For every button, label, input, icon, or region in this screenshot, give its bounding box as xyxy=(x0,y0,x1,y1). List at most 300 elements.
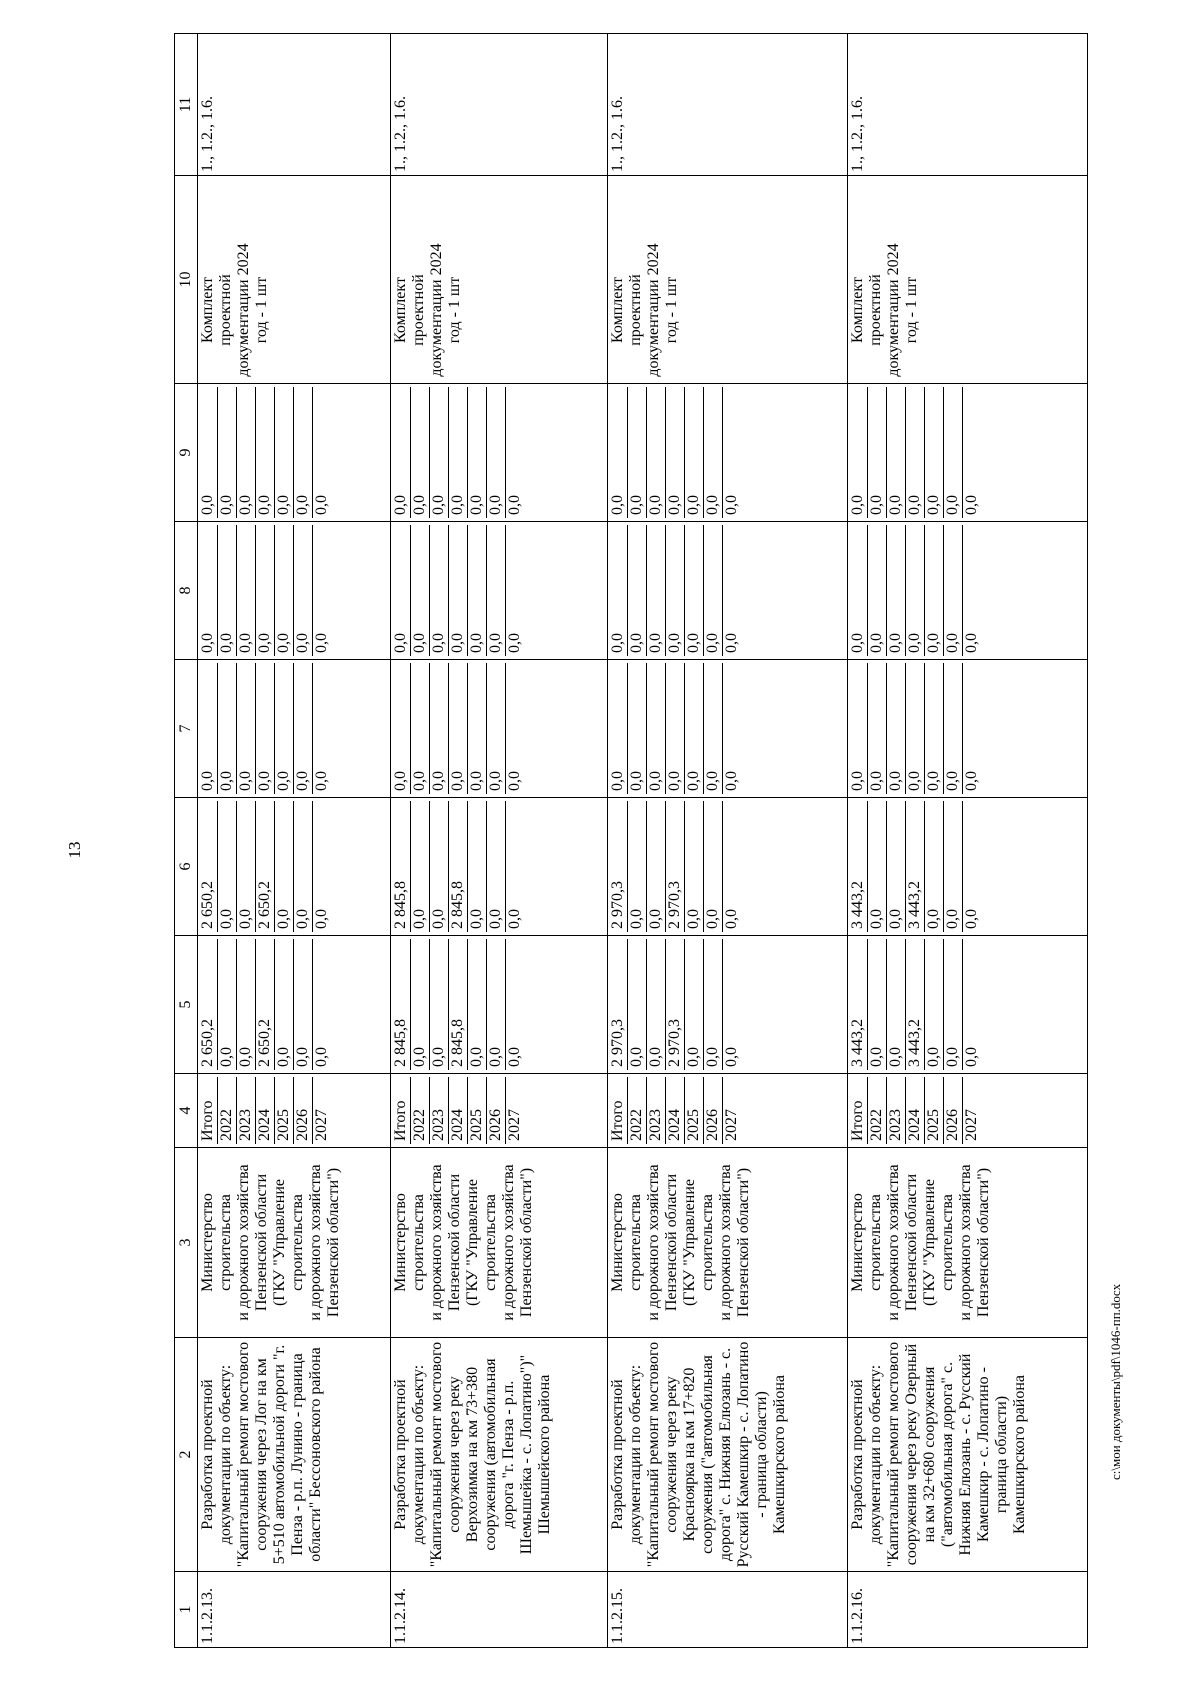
funding-col8-cell xyxy=(847,522,1087,660)
sub-row xyxy=(627,663,646,794)
funding-value: 0,0 xyxy=(627,663,646,794)
sub-row xyxy=(867,939,886,1070)
executor-line: Пензенской области xyxy=(902,1173,920,1312)
year-value: 2022 xyxy=(627,1077,646,1144)
sub-row xyxy=(256,801,275,932)
header-cell: 3 xyxy=(175,1148,198,1338)
sub-row xyxy=(665,525,684,656)
funding-value: 0,0 xyxy=(429,525,448,656)
funding-value: 3 443,2 xyxy=(905,801,924,932)
funding-col5-cell xyxy=(607,936,847,1074)
sub-row xyxy=(237,1077,256,1144)
executor xyxy=(847,1148,1087,1338)
sub-row xyxy=(218,663,237,794)
year-value: 2027 xyxy=(505,1109,523,1141)
expected-result xyxy=(607,176,847,384)
funding-value: 0,0 xyxy=(627,387,646,518)
funding-col9-cell xyxy=(390,384,607,522)
sub-row xyxy=(962,663,981,794)
sub-row xyxy=(924,801,943,932)
col8-subtable xyxy=(849,525,981,656)
funding-value: 0,0 xyxy=(410,939,429,1070)
executor-line: и дорожного хозяйства xyxy=(644,1164,662,1321)
sub-row xyxy=(849,663,868,794)
sub-row xyxy=(646,525,665,656)
executor xyxy=(607,1148,847,1338)
activity-name: Разработка проектной документации по объекту: "Капитальный ремонт мостового сооружения через реку Верхозимка на км 73+380 сооружения (автомобильная дорога "г. Пенза - р.п. Шемышейка - с. Лопатино")" Шемышейского района xyxy=(390,1338,607,1572)
funding-value: 0,0 xyxy=(448,387,467,518)
rotated-table-container xyxy=(174,34,1088,1648)
years-cell xyxy=(390,1074,607,1148)
funding-value: 0,0 xyxy=(429,939,448,1070)
sub-row xyxy=(448,387,467,518)
funding-value: 0,0 xyxy=(924,525,943,656)
sub-row xyxy=(392,387,411,518)
sub-row xyxy=(448,663,467,794)
funding-value: 0,0 xyxy=(218,801,237,932)
sub-row xyxy=(646,663,665,794)
funding-value: 0,0 xyxy=(886,387,905,518)
expected-result-text: Комплект проектной документации 2024 год - 1 шт xyxy=(608,243,680,377)
funding-value: 0,0 xyxy=(886,801,905,932)
sub-row xyxy=(505,939,524,1070)
funding-value: 0,0 xyxy=(313,1047,330,1067)
sub-row xyxy=(505,801,524,932)
sub-row xyxy=(867,387,886,518)
executor-line: (ГКУ "Управление xyxy=(920,1178,938,1307)
funding-value: 0,0 xyxy=(294,663,313,794)
funding-value: 2 970,3 xyxy=(665,801,684,932)
expected-result xyxy=(847,176,1087,384)
sub-row xyxy=(429,1077,448,1144)
sub-row xyxy=(467,801,486,932)
page-number: 13 xyxy=(65,841,84,859)
funding-value: 0,0 xyxy=(199,663,218,794)
year-value: 2026 xyxy=(703,1077,722,1144)
funding-value: 0,0 xyxy=(429,801,448,932)
sub-row xyxy=(505,1077,524,1144)
funding-value: 0,0 xyxy=(256,525,275,656)
sub-row xyxy=(943,801,962,932)
funding-col7-cell xyxy=(847,660,1087,798)
sub-row xyxy=(486,663,505,794)
sub-row xyxy=(218,1077,237,1144)
sub-row xyxy=(467,939,486,1070)
funding-value: 0,0 xyxy=(886,525,905,656)
funding-value: 0,0 xyxy=(646,939,665,1070)
activity-number: 1.1.2.14. xyxy=(390,1572,607,1648)
executor-line: строительства xyxy=(698,1194,716,1291)
year-value: 2023 xyxy=(237,1077,256,1144)
sub-row xyxy=(505,387,524,518)
executor-line: (ГКУ "Управление xyxy=(463,1178,481,1307)
sub-row xyxy=(886,939,905,1070)
sub-row xyxy=(886,801,905,932)
col9-subtable xyxy=(199,387,331,518)
executor-line: строительства xyxy=(938,1194,956,1291)
funding-value: 0,0 xyxy=(275,939,294,1070)
activity-name: Разработка проектной документации по объекту: "Капитальный ремонт мостового сооружения через реку Красноярка на км 17+820 сооружения ("автомобильная дорога" с. Нижняя Елюзань - с. Русский Камешкир - с. Лопатино - граница области) Камешкирского района xyxy=(607,1338,847,1572)
sub-row xyxy=(627,525,646,656)
funding-value: 0,0 xyxy=(665,663,684,794)
funding-value: 0,0 xyxy=(467,387,486,518)
funding-value: 0,0 xyxy=(486,525,505,656)
sub-row xyxy=(924,939,943,1070)
funding-value: 0,0 xyxy=(275,663,294,794)
sub-row xyxy=(665,663,684,794)
year-value: Итого xyxy=(849,1077,868,1144)
activity-name: Разработка проектной документации по объекту: "Капитальный ремонт мостового сооружения через реку Озерный на км 32+680 сооружения ("автомобильная дорога" с. Нижняя Елюзань - с. Русский Камешкир - с. Лопатино - граница области) Камешкирского района xyxy=(847,1338,1087,1572)
sub-row xyxy=(943,387,962,518)
funding-value: 0,0 xyxy=(313,909,330,929)
sub-row xyxy=(313,663,332,794)
sub-row xyxy=(256,387,275,518)
executor-line: Пензенской области") xyxy=(734,1167,752,1318)
funding-value: 0,0 xyxy=(237,663,256,794)
funding-value: 0,0 xyxy=(313,633,330,653)
sub-row xyxy=(448,939,467,1070)
col6-subtable xyxy=(849,801,981,932)
sub-row xyxy=(722,939,741,1070)
funding-value: 0,0 xyxy=(505,909,523,929)
sub-row xyxy=(392,801,411,932)
col8-subtable xyxy=(199,525,331,656)
funding-value: 0,0 xyxy=(429,387,448,518)
funding-value: 0,0 xyxy=(275,387,294,518)
header-cell: 10 xyxy=(175,176,198,384)
sub-row xyxy=(218,939,237,1070)
col6-subtable xyxy=(392,801,524,932)
sub-row xyxy=(924,387,943,518)
funding-value: 0,0 xyxy=(943,939,962,1070)
sub-row xyxy=(722,387,741,518)
sub-row xyxy=(627,387,646,518)
header-cell: 8 xyxy=(175,522,198,660)
col6-subtable xyxy=(609,801,741,932)
years-cell xyxy=(847,1074,1087,1148)
sub-row xyxy=(665,801,684,932)
executor xyxy=(198,1148,391,1338)
year-value: 2022 xyxy=(867,1077,886,1144)
funding-value: 0,0 xyxy=(665,525,684,656)
funding-col6-cell xyxy=(847,798,1087,936)
funding-value: 0,0 xyxy=(429,663,448,794)
funding-value: 0,0 xyxy=(609,663,628,794)
funding-value: 0,0 xyxy=(448,663,467,794)
year-value: Итого xyxy=(199,1077,218,1144)
col7-subtable xyxy=(199,663,331,794)
year-value: 2026 xyxy=(294,1077,313,1144)
sub-row xyxy=(943,525,962,656)
sub-row xyxy=(294,525,313,656)
sub-row xyxy=(467,1077,486,1144)
funding-value: 0,0 xyxy=(684,801,703,932)
activity-name: Разработка проектной документации по объекту: "Капитальный ремонт мостового сооружения через Лог на км 5+510 автомобильной дороги "г. Пенза - р.п. Лунино - граница области" Бессоновского района xyxy=(198,1338,391,1572)
funding-value: 0,0 xyxy=(646,525,665,656)
funding-col7-cell xyxy=(390,660,607,798)
executor xyxy=(390,1148,607,1338)
funding-value: 0,0 xyxy=(722,1047,740,1067)
col7-subtable xyxy=(849,663,981,794)
sub-row xyxy=(962,939,981,1070)
col7-subtable xyxy=(392,663,524,794)
funding-value: 2 650,2 xyxy=(256,939,275,1070)
sub-row xyxy=(609,387,628,518)
funding-col8-cell xyxy=(198,522,391,660)
sub-row xyxy=(924,525,943,656)
year-value: 2026 xyxy=(486,1077,505,1144)
funding-value: 2 970,3 xyxy=(609,801,628,932)
sub-row xyxy=(275,801,294,932)
funding-value: 0,0 xyxy=(467,939,486,1070)
funding-value: 0,0 xyxy=(905,663,924,794)
funding-value: 0,0 xyxy=(410,525,429,656)
sub-row xyxy=(275,525,294,656)
funding-value: 2 845,8 xyxy=(392,801,411,932)
sub-row xyxy=(962,387,981,518)
sub-row xyxy=(886,525,905,656)
sub-row xyxy=(237,387,256,518)
funding-value: 0,0 xyxy=(275,525,294,656)
sub-row xyxy=(867,1077,886,1144)
funding-value: 0,0 xyxy=(849,525,868,656)
sub-row xyxy=(646,1077,665,1144)
expected-result xyxy=(390,176,607,384)
executor-line: строительства xyxy=(289,1194,306,1291)
funding-col6-cell xyxy=(390,798,607,936)
sub-row xyxy=(486,939,505,1070)
sub-row xyxy=(849,939,868,1070)
sub-row xyxy=(943,663,962,794)
year-value: 2023 xyxy=(646,1077,665,1144)
sub-row xyxy=(275,939,294,1070)
funding-value: 0,0 xyxy=(237,387,256,518)
sub-row xyxy=(218,801,237,932)
expected-result xyxy=(198,176,391,384)
year-value: 2024 xyxy=(448,1077,467,1144)
sub-row xyxy=(275,1077,294,1144)
executor-line: и дорожного хозяйства xyxy=(956,1164,974,1321)
sub-row xyxy=(448,801,467,932)
sub-row xyxy=(410,663,429,794)
sub-row xyxy=(218,525,237,656)
funding-value: 2 845,8 xyxy=(448,801,467,932)
funding-value: 0,0 xyxy=(849,387,868,518)
executor-line: (ГКУ "Управление xyxy=(271,1178,288,1307)
sub-row xyxy=(392,1077,411,1144)
funding-value: 0,0 xyxy=(943,525,962,656)
sub-row xyxy=(467,387,486,518)
table-row xyxy=(198,34,391,1648)
funding-value: 0,0 xyxy=(646,801,665,932)
header-cell: 5 xyxy=(175,936,198,1074)
funding-col5-cell xyxy=(198,936,391,1074)
sub-row xyxy=(505,663,524,794)
header-cell: 6 xyxy=(175,798,198,936)
funding-value: 2 650,2 xyxy=(199,801,218,932)
sub-row xyxy=(486,525,505,656)
funding-value: 0,0 xyxy=(609,525,628,656)
expected-result-text: Комплект проектной документации 2024 год - 1 шт xyxy=(391,243,463,377)
funding-value: 0,0 xyxy=(886,663,905,794)
funding-value: 0,0 xyxy=(703,387,722,518)
funding-value: 0,0 xyxy=(237,939,256,1070)
sub-row xyxy=(429,387,448,518)
funding-value: 0,0 xyxy=(294,939,313,1070)
sub-row xyxy=(199,801,218,932)
year-value: 2027 xyxy=(313,1109,330,1141)
indicator-links: 1., 1.2., 1.6. xyxy=(390,34,607,176)
sub-row xyxy=(294,1077,313,1144)
funding-value: 0,0 xyxy=(294,525,313,656)
sub-row xyxy=(256,525,275,656)
funding-col6-cell xyxy=(198,798,391,936)
funding-value: 0,0 xyxy=(665,387,684,518)
funding-col7-cell xyxy=(198,660,391,798)
sub-row xyxy=(867,801,886,932)
executor-line: и дорожного хозяйства xyxy=(307,1164,324,1321)
sub-row xyxy=(627,1077,646,1144)
funding-value: 0,0 xyxy=(867,387,886,518)
funding-value: 0,0 xyxy=(646,663,665,794)
sub-row xyxy=(609,939,628,1070)
header-cell: 9 xyxy=(175,384,198,522)
sub-row xyxy=(722,663,741,794)
sub-row xyxy=(849,801,868,932)
sub-row xyxy=(410,801,429,932)
funding-value: 0,0 xyxy=(237,801,256,932)
funding-value: 0,0 xyxy=(218,525,237,656)
funding-value: 0,0 xyxy=(627,939,646,1070)
year-value: 2022 xyxy=(410,1077,429,1144)
sub-row xyxy=(703,663,722,794)
sub-row xyxy=(486,801,505,932)
col5-subtable xyxy=(849,939,981,1070)
sub-row xyxy=(294,387,313,518)
col9-subtable xyxy=(392,387,524,518)
funding-value: 0,0 xyxy=(646,387,665,518)
col9-subtable xyxy=(849,387,981,518)
funding-value: 0,0 xyxy=(448,525,467,656)
col5-subtable xyxy=(392,939,524,1070)
year-value: 2024 xyxy=(665,1077,684,1144)
header-cell: 2 xyxy=(175,1338,198,1572)
executor-line: Пензенской области xyxy=(445,1173,463,1312)
year-value: Итого xyxy=(392,1077,411,1144)
indicator-links: 1., 1.2., 1.6. xyxy=(198,34,391,176)
funding-value: 0,0 xyxy=(867,939,886,1070)
executor-line: (ГКУ "Управление xyxy=(680,1178,698,1307)
sub-row xyxy=(849,525,868,656)
sub-row xyxy=(275,387,294,518)
funding-value: 0,0 xyxy=(943,663,962,794)
sub-row xyxy=(467,525,486,656)
funding-value: 0,0 xyxy=(962,633,980,653)
sub-row xyxy=(313,387,332,518)
executor-line: и дорожного хозяйства xyxy=(499,1164,517,1321)
sub-row xyxy=(684,525,703,656)
funding-value: 0,0 xyxy=(924,801,943,932)
years-subtable xyxy=(609,1077,741,1144)
sub-row xyxy=(429,525,448,656)
sub-row xyxy=(609,663,628,794)
funding-value: 0,0 xyxy=(199,387,218,518)
sub-row xyxy=(410,1077,429,1144)
sub-row xyxy=(237,525,256,656)
sub-row xyxy=(722,801,741,932)
funding-value: 0,0 xyxy=(943,387,962,518)
funding-value: 0,0 xyxy=(924,939,943,1070)
sub-row xyxy=(962,801,981,932)
executor-line: Министерство xyxy=(848,1193,866,1292)
funding-value: 0,0 xyxy=(905,387,924,518)
funding-value: 0,0 xyxy=(313,771,330,791)
funding-col7-cell xyxy=(607,660,847,798)
funding-value: 0,0 xyxy=(275,801,294,932)
funding-value: 0,0 xyxy=(627,801,646,932)
col8-subtable xyxy=(609,525,741,656)
sub-row xyxy=(646,801,665,932)
sub-row xyxy=(392,663,411,794)
funding-value: 0,0 xyxy=(703,525,722,656)
sub-row xyxy=(448,1077,467,1144)
funding-value: 0,0 xyxy=(313,495,330,515)
year-value: Итого xyxy=(609,1077,628,1144)
funding-value: 0,0 xyxy=(722,633,740,653)
funding-value: 0,0 xyxy=(486,387,505,518)
sub-row xyxy=(199,525,218,656)
sub-row xyxy=(943,939,962,1070)
year-value: 2024 xyxy=(256,1077,275,1144)
funding-value: 2 970,3 xyxy=(665,939,684,1070)
activity-number: 1.1.2.13. xyxy=(198,1572,391,1648)
sub-row xyxy=(237,663,256,794)
executor-line: Пензенской области") xyxy=(325,1167,342,1318)
funding-value: 0,0 xyxy=(392,387,411,518)
funding-value: 0,0 xyxy=(294,801,313,932)
sub-row xyxy=(486,1077,505,1144)
program-activities-table xyxy=(174,33,1088,1648)
funding-value: 3 443,2 xyxy=(849,939,868,1070)
sub-row xyxy=(609,801,628,932)
years-subtable xyxy=(392,1077,524,1144)
funding-value: 0,0 xyxy=(962,771,980,791)
funding-value: 0,0 xyxy=(943,801,962,932)
year-value: 2026 xyxy=(943,1077,962,1144)
sub-row xyxy=(486,387,505,518)
funding-value: 0,0 xyxy=(703,939,722,1070)
funding-value: 0,0 xyxy=(505,771,523,791)
year-value: 2025 xyxy=(275,1077,294,1144)
indicator-links: 1., 1.2., 1.6. xyxy=(847,34,1087,176)
sub-row xyxy=(886,387,905,518)
sub-row xyxy=(722,525,741,656)
sub-row xyxy=(467,663,486,794)
sub-row xyxy=(448,525,467,656)
sub-row xyxy=(392,525,411,656)
funding-value: 3 443,2 xyxy=(905,939,924,1070)
sub-row xyxy=(684,387,703,518)
sub-row xyxy=(905,939,924,1070)
table-row xyxy=(390,34,607,1648)
sub-row xyxy=(703,525,722,656)
funding-value: 0,0 xyxy=(410,801,429,932)
funding-col5-cell xyxy=(847,936,1087,1074)
funding-value: 0,0 xyxy=(849,663,868,794)
year-value: 2025 xyxy=(684,1077,703,1144)
sub-row xyxy=(905,387,924,518)
funding-value: 0,0 xyxy=(962,495,980,515)
